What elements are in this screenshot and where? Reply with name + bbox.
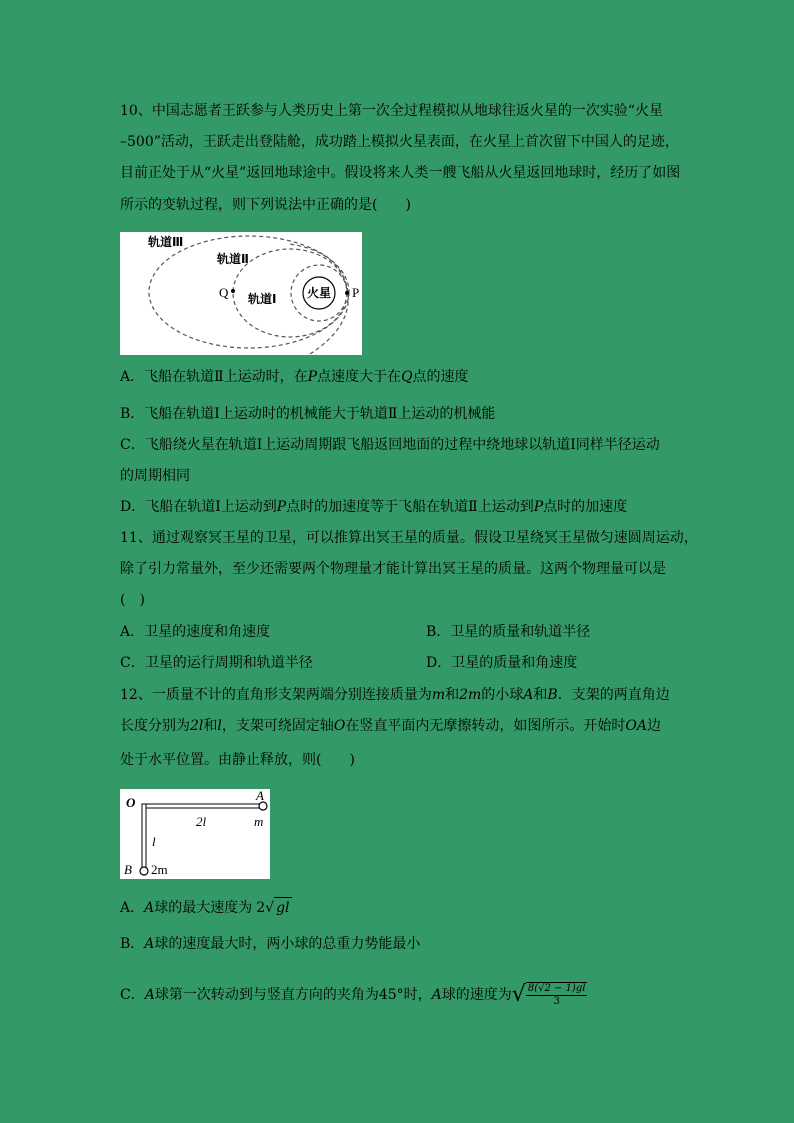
horizontal-arm [142, 804, 261, 808]
q12-line2-e: 边 [646, 718, 661, 734]
q10-option-d[interactable] [120, 497, 627, 517]
mass-2m-label: 2m [151, 862, 168, 877]
q12-line2-d: 在竖直平面内无摩擦转动，如图所示。开始时 [345, 718, 626, 734]
point-p-label: P [352, 285, 360, 300]
var-oa: OA [625, 718, 647, 734]
q12-option-b-pre: B． [120, 936, 145, 952]
point-q-label: Q [219, 285, 229, 300]
q12-option-c-pre: C． [120, 987, 145, 1003]
q12-line1-c: 的小球 [481, 687, 524, 703]
q12-option-a-post: 球的最大速度为 [154, 900, 253, 916]
var-b: B [547, 687, 558, 703]
q12-line1-e: ．支架的两直角边 [557, 687, 670, 703]
q12-line2-c: ，支架可绕固定轴 [221, 718, 334, 734]
q10-text-line3: 目前正处于从“火星”返回地球途中。假设将来人类一艘飞船从火星返回地球时，经历了如图 [120, 165, 681, 181]
q12-option-b[interactable] [120, 934, 420, 954]
radicand-gl: gl [274, 897, 291, 918]
q12-text-line2 [120, 716, 661, 736]
orbit-diagram [120, 232, 362, 355]
q10-option-a-pre: A．飞船在轨道Ⅱ上运动时，在 [120, 369, 308, 385]
var-a: A [144, 936, 155, 952]
var-2m: 2m [459, 687, 482, 703]
ball-b-label: B [124, 862, 132, 877]
q11-option-d[interactable]: D．卫星的质量和角速度 [426, 655, 578, 671]
bracket-diagram [120, 789, 270, 879]
fraction-denominator: 3 [553, 996, 560, 1007]
q11-option-a[interactable]: A．卫星的速度和角速度 [120, 624, 271, 640]
q10-option-a-post: 点的速度 [412, 369, 469, 385]
q12-option-c[interactable] [120, 978, 587, 1012]
bracket-diagram-svg [120, 789, 270, 879]
length-2l-label: 2l [196, 814, 207, 829]
var-m: m [431, 687, 446, 703]
q12-line2-a: 长度分别为 [120, 718, 190, 734]
point-q-dot [231, 289, 235, 293]
coef-2: 2 [256, 900, 266, 916]
q12-line1-a: 12、一质量不计的直角形支架两端分别连接质量为 [120, 687, 432, 703]
q10-option-d-post: 点时的加速度 [543, 499, 628, 515]
sqrt-sign: √ [511, 982, 526, 1007]
q12-option-a-pre: A． [120, 900, 145, 916]
q12-line1-b: 和 [445, 687, 460, 703]
length-l-label: l [152, 834, 156, 849]
orbit-1-label: 轨道Ⅰ [248, 292, 277, 306]
q12-line2-b: 和 [203, 718, 218, 734]
var-p: P [533, 499, 544, 515]
q10-text-line1: 10、中国志愿者王跃参与人类历史上第一次全过程模拟从地球往返火星的一次实验“火星 [120, 103, 663, 119]
q11-option-c[interactable]: C．卫星的运行周期和轨道半径 [120, 655, 313, 671]
fraction [526, 982, 588, 1008]
mars-label: 火星 [307, 286, 332, 300]
var-a: A [431, 987, 442, 1003]
q10-option-d-mid: 点时的加速度等于飞船在轨道Ⅱ上运动到 [286, 499, 534, 515]
q10-option-c-line2: 的周期相同 [120, 468, 190, 484]
orbit-3-label: 轨道Ⅲ [148, 235, 184, 249]
q10-text-line4: 所示的变轨过程，则下列说法中正确的是( ) [120, 197, 411, 213]
q11-option-b[interactable]: B．卫星的质量和轨道半径 [426, 624, 591, 640]
vertical-arm [142, 804, 146, 868]
ball-b [140, 867, 148, 875]
q10-option-a[interactable] [120, 367, 469, 387]
sqrt-sign: √ [265, 900, 275, 916]
var-p: P [307, 369, 318, 385]
q10-option-a-mid: 点速度大于在 [317, 369, 402, 385]
q12-text-line1 [120, 685, 670, 705]
var-2l: 2l [190, 718, 204, 734]
q11-text-line2: 除了引力常量外，至少还需要两个物理量才能计算出冥王星的质量。这两个物理量可以是 [120, 561, 666, 577]
fraction-numerator: 8(√2 − 1)gl [527, 983, 586, 994]
var-q: Q [401, 369, 413, 385]
var-a: A [523, 687, 534, 703]
q10-option-c-line1[interactable]: C．飞船绕火星在轨道Ⅰ上运动周期跟飞船返回地面的过程中绕地球以轨道Ⅰ同样半径运动 [120, 437, 660, 453]
mass-m-label: m [254, 814, 264, 829]
q10-text-line2: –500”活动，王跃走出登陆舱，成功踏上模拟火星表面，在火星上首次留下中国人的足迹， [120, 134, 679, 150]
var-o: O [333, 718, 346, 734]
var-a: A [144, 987, 155, 1003]
q12-option-c-mid: 球第一次转动到与竖直方向的夹角为45°时， [154, 987, 432, 1003]
pivot-o-label: O [126, 795, 136, 810]
q11-text-line3: ( ) [120, 592, 145, 608]
q10-option-b[interactable]: B．飞船在轨道Ⅰ上运动时的机械能大于轨道Ⅱ上运动的机械能 [120, 406, 496, 422]
var-l: l [217, 718, 222, 734]
q12-option-c-post: 球的速度为 [441, 987, 512, 1003]
orbit-2-label: 轨道Ⅱ [217, 252, 249, 266]
q11-text-line1: 11、通过观察冥王星的卫星，可以推算出冥王星的质量。假设卫星绕冥王星做匀速圆周运动， [120, 530, 698, 546]
var-p: P [276, 499, 287, 515]
q12-line1-d: 和 [533, 687, 548, 703]
ball-a-label: A [256, 788, 264, 803]
q10-option-d-pre: D．飞船在轨道Ⅰ上运动到 [120, 499, 277, 515]
q12-option-b-post: 球的速度最大时，两小球的总重力势能最小 [154, 936, 421, 952]
q12-option-a[interactable] [120, 897, 292, 918]
var-a: A [144, 900, 155, 916]
q12-text-line3: 处于水平位置。由静止释放，则( ) [120, 752, 355, 768]
point-p-dot [345, 291, 349, 295]
